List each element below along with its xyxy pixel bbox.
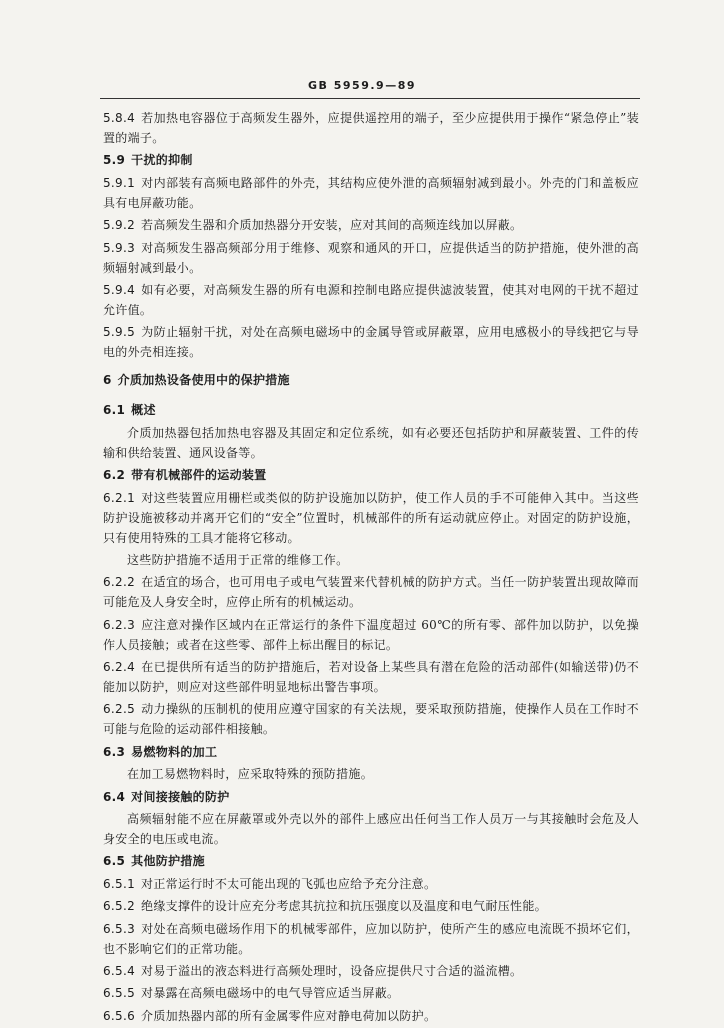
clause-text: 若高频发生器和介质加热器分开安装，应对其间的高频连线加以屏蔽。 [141,218,523,233]
clause-number: 6.5.5 [103,986,136,1001]
clause-number: 6.5.2 [103,899,136,914]
clause-6-5-1 [103,874,639,894]
clause-5-9-5 [103,322,639,362]
heading-title: 干扰的抑制 [131,153,193,168]
heading-number: 6.3 [103,744,126,759]
clause-number: 5.9.3 [103,240,136,255]
clause-number: 6.2.4 [103,660,136,675]
clause-text: 若加热电容器位于高频发生器外，应提供遥控用的端子，至少应提供用于操作“紧急停止”装置的端子。 [103,111,639,145]
clause-text: 应注意对操作区域内在正常运行的条件下温度超过 60℃的所有零、部件加以防护，以免操作人员接触；或者在这些零、部件上标出醒目的标记。 [103,617,639,652]
clause-number: 5.9.2 [103,218,136,233]
clause-text: 对高频发生器高频部分用于维修、观察和通风的开口，应提供适当的防护措施，使外泄的高频辐射减到最小。 [103,240,639,275]
heading-title: 概述 [131,403,156,418]
clause-5-9-3 [103,238,639,278]
clause-6-5-3 [103,919,639,959]
paragraph-6-3: 在加工易燃物料时，应采取特殊的预防措施。 [127,767,374,782]
paragraph-6-4: 高频辐射能不应在屏蔽罩或外壳以外的部件上感应出任何当工作人员万一与其接触时会危及人身安全的电压或电流。 [103,812,639,847]
clause-text: 绝缘支撑件的设计应充分考虑其抗拉和抗压强度以及温度和电气耐压性能。 [141,899,547,914]
heading-title: 对间接接触的防护 [131,789,230,804]
clause-number: 5.9.4 [103,282,136,297]
clause-text: 对暴露在高频电磁场中的电气导管应适当屏蔽。 [141,986,400,1001]
section-6-title [103,370,639,390]
clause-text: 在适宜的场合，也可用电子或电气装置来代替机械的防护方式。当任一防护装置出现故障而可能危及人身安全时，应停止所有的机械运动。 [103,575,639,610]
heading-number: 6.5 [103,854,126,869]
heading-title: 带有机械部件的运动装置 [131,468,267,483]
clause-text: 如有必要，对高频发生器的所有电源和控制电路应提供滤波装置，使其对电网的干扰不超过允许值。 [103,282,639,317]
clause-text: 为防止辐射干扰，对处在高频电磁场中的金属导管或屏蔽罩，应用电感极小的导线把它与导电的外壳相连接。 [103,325,639,360]
clause-6-2-4 [103,657,639,697]
paragraph-6-1: 介质加热器包括加热电容器及其固定和定位系统，如有必要还包括防护和屏蔽装置、工件的传输和供给装置、通风设备等。 [103,425,639,460]
clause-number: 5.9.1 [103,175,136,190]
clause-number: 6.5.1 [103,876,136,891]
clause-5-9-2 [103,215,639,235]
heading-number: 6.2 [103,468,126,483]
section-number: 6 [103,373,112,388]
clause-5-9-4 [103,280,639,320]
heading-title: 其他防护措施 [131,854,205,869]
heading-6-3 [103,742,639,762]
clause-number: 5.9.5 [103,325,136,340]
clause-6-2-2 [103,572,639,612]
heading-5-9 [103,150,639,170]
clause-text: 动力操纵的压制机的使用应遵守国家的有关法规，要采取预防措施，使操作人员在工作时不可能与危险的运动部件相接触。 [103,702,639,737]
document-body [103,108,639,1028]
clause-number: 6.5.4 [103,963,136,978]
clause-text: 介质加热器内部的所有金属零件应对静电荷加以防护。 [141,1008,437,1023]
clause-number: 6.5.3 [103,921,136,936]
clause-number: 6.2.3 [103,617,136,632]
clause-6-5-6 [103,1006,639,1026]
clause-number: 6.2.2 [103,575,136,590]
heading-number: 6.4 [103,789,126,804]
clause-text: 对处在高频电磁场作用下的机械零部件，应加以防护，使所产生的感应电流既不损坏它们，也不影响它们的正常功能。 [103,921,639,956]
heading-number: 5.9 [103,153,126,168]
header-rule [100,98,640,99]
clause-text: 对这些装置应用栅栏或类似的防护设施加以防护，使工作人员的手不可能伸入其中。当这些防护设施被移动并离开它们的“安全”位置时，机械部件的所有运动就应停止。对固定的防护设施，只有使用特殊的工具才能将它移动。 [103,490,639,545]
clause-number: 6.5.6 [103,1008,136,1023]
clause-6-2-1 [103,488,639,548]
section-title: 介质加热设备使用中的保护措施 [117,373,290,388]
heading-6-1 [103,400,639,420]
heading-6-2 [103,465,639,485]
clause-number: 6.2.1 [103,490,136,505]
clause-6-2-3 [103,615,639,655]
heading-title: 易燃物料的加工 [131,744,218,759]
clause-text: 对内部装有高频电路部件的外壳，其结构应使外泄的高频辐射减到最小。外壳的门和盖板应具有电屏蔽功能。 [103,175,639,210]
clause-number: 5.8.4 [103,111,136,125]
heading-6-5 [103,851,639,871]
heading-6-4 [103,787,639,807]
paragraph-6-2-1-note: 这些防护措施不适用于正常的维修工作。 [127,552,349,567]
clause-5-9-1 [103,173,639,213]
clause-6-2-5 [103,699,639,739]
clause-6-5-2 [103,896,639,916]
clause-5-8-4 [103,108,639,148]
clause-6-5-4 [103,961,639,981]
clause-text: 在已提供所有适当的防护措施后，若对设备上某些具有潜在危险的活动部件(如输送带)仍不能加以防护，则应对这些部件明显地标出警告事项。 [103,660,639,695]
clause-number: 6.2.5 [103,702,136,717]
clause-6-5-5 [103,983,639,1003]
clause-text: 对易于溢出的液态料进行高频处理时，设备应提供尺寸合适的溢流槽。 [141,963,523,978]
standard-number-header: GB 5959.9—89 [308,79,416,92]
heading-number: 6.1 [103,403,126,418]
clause-text: 对正常运行时不太可能出现的飞弧也应给予充分注意。 [141,876,437,891]
